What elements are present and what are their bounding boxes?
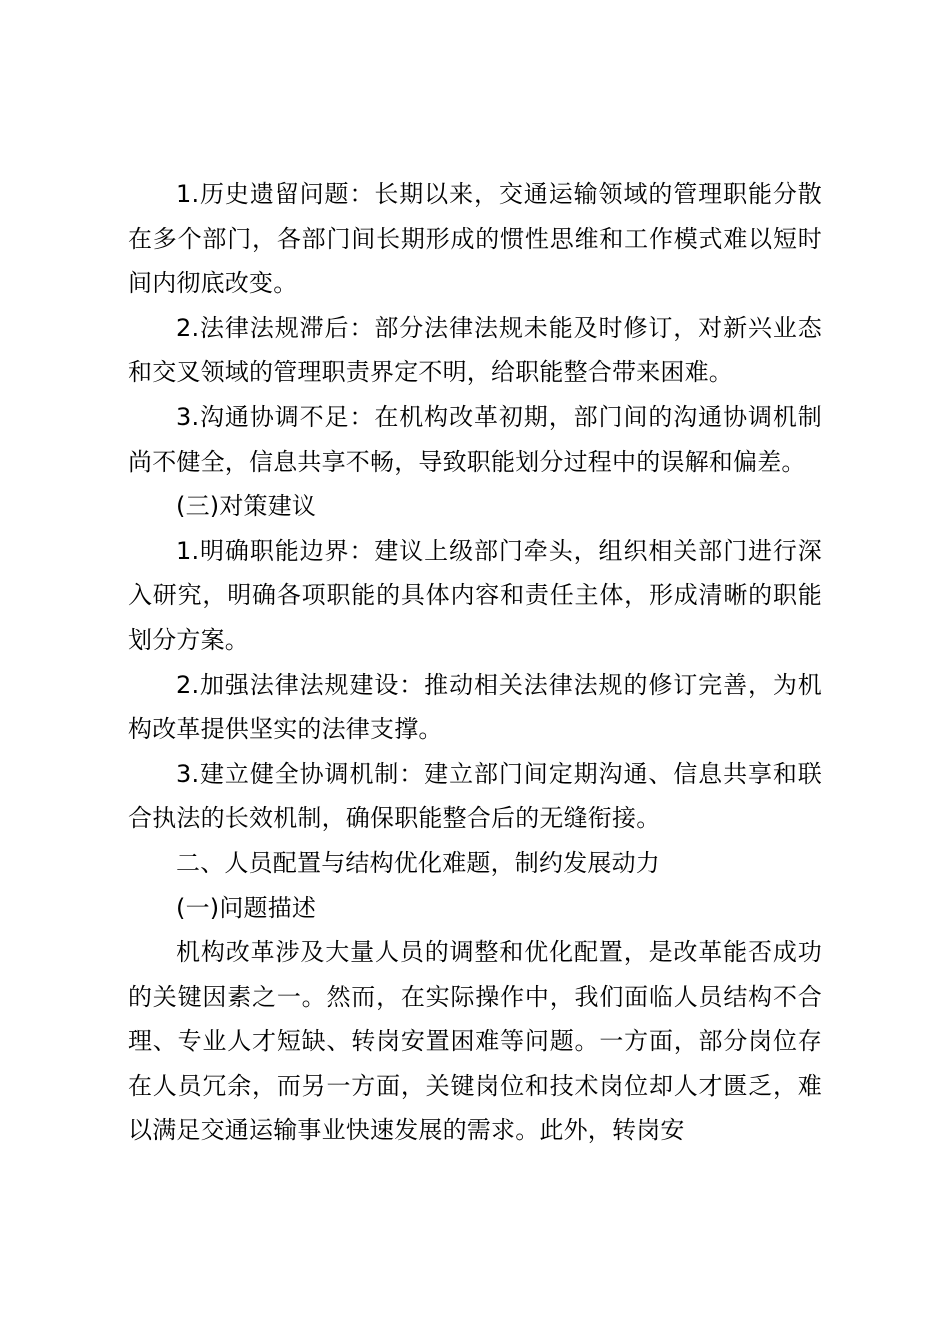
- chapter-heading-staffing: 二、人员配置与结构优化难题，制约发展动力: [176, 848, 660, 877]
- paragraph-coordination-lack: 3.沟通协调不足：在机构改革初期，部门间的沟通协调机制尚不健全，信息共享不畅，导致职能划分过程中的误解和偏差。: [128, 402, 822, 476]
- paragraph-coordination-mechanism: 3.建立健全协调机制：建立部门间定期沟通、信息共享和联合执法的长效机制，确保职能整合后的无缝衔接。: [128, 759, 822, 833]
- section-heading-problem-description: (一)问题描述: [176, 893, 317, 922]
- paragraph-history-issues: 1.历史遗留问题：长期以来，交通运输领域的管理职能分散在多个部门，各部门间长期形成的惯性思维和工作模式难以短时间内彻底改变。: [128, 180, 822, 298]
- paragraph-legal-lag: 2.法律法规滞后：部分法律法规未能及时修订，对新兴业态和交叉领域的管理职责界定不明，给职能整合带来困难。: [128, 313, 822, 387]
- paragraph-staffing-problem: 机构改革涉及大量人员的调整和优化配置，是改革能否成功的关键因素之一。然而，在实际操作中，我们面临人员结构不合理、专业人才短缺、转岗安置困难等问题。一方面，部分岗位存在人员冗余，而另一方面，关键岗位和技术岗位却人才匮乏，难以满足交通运输事业快速发展的需求。此外，转岗安: [128, 938, 822, 1145]
- paragraph-legal-construction: 2.加强法律法规建设：推动相关法律法规的修订完善，为机构改革提供坚实的法律支撑。: [128, 670, 822, 744]
- document-body: [128, 172, 822, 1153]
- paragraph-clarify-boundaries: 1.明确职能边界：建议上级部门牵头，组织相关部门进行深入研究，明确各项职能的具体内容和责任主体，形成清晰的职能划分方案。: [128, 536, 822, 654]
- section-heading-countermeasures: (三)对策建议: [176, 492, 317, 521]
